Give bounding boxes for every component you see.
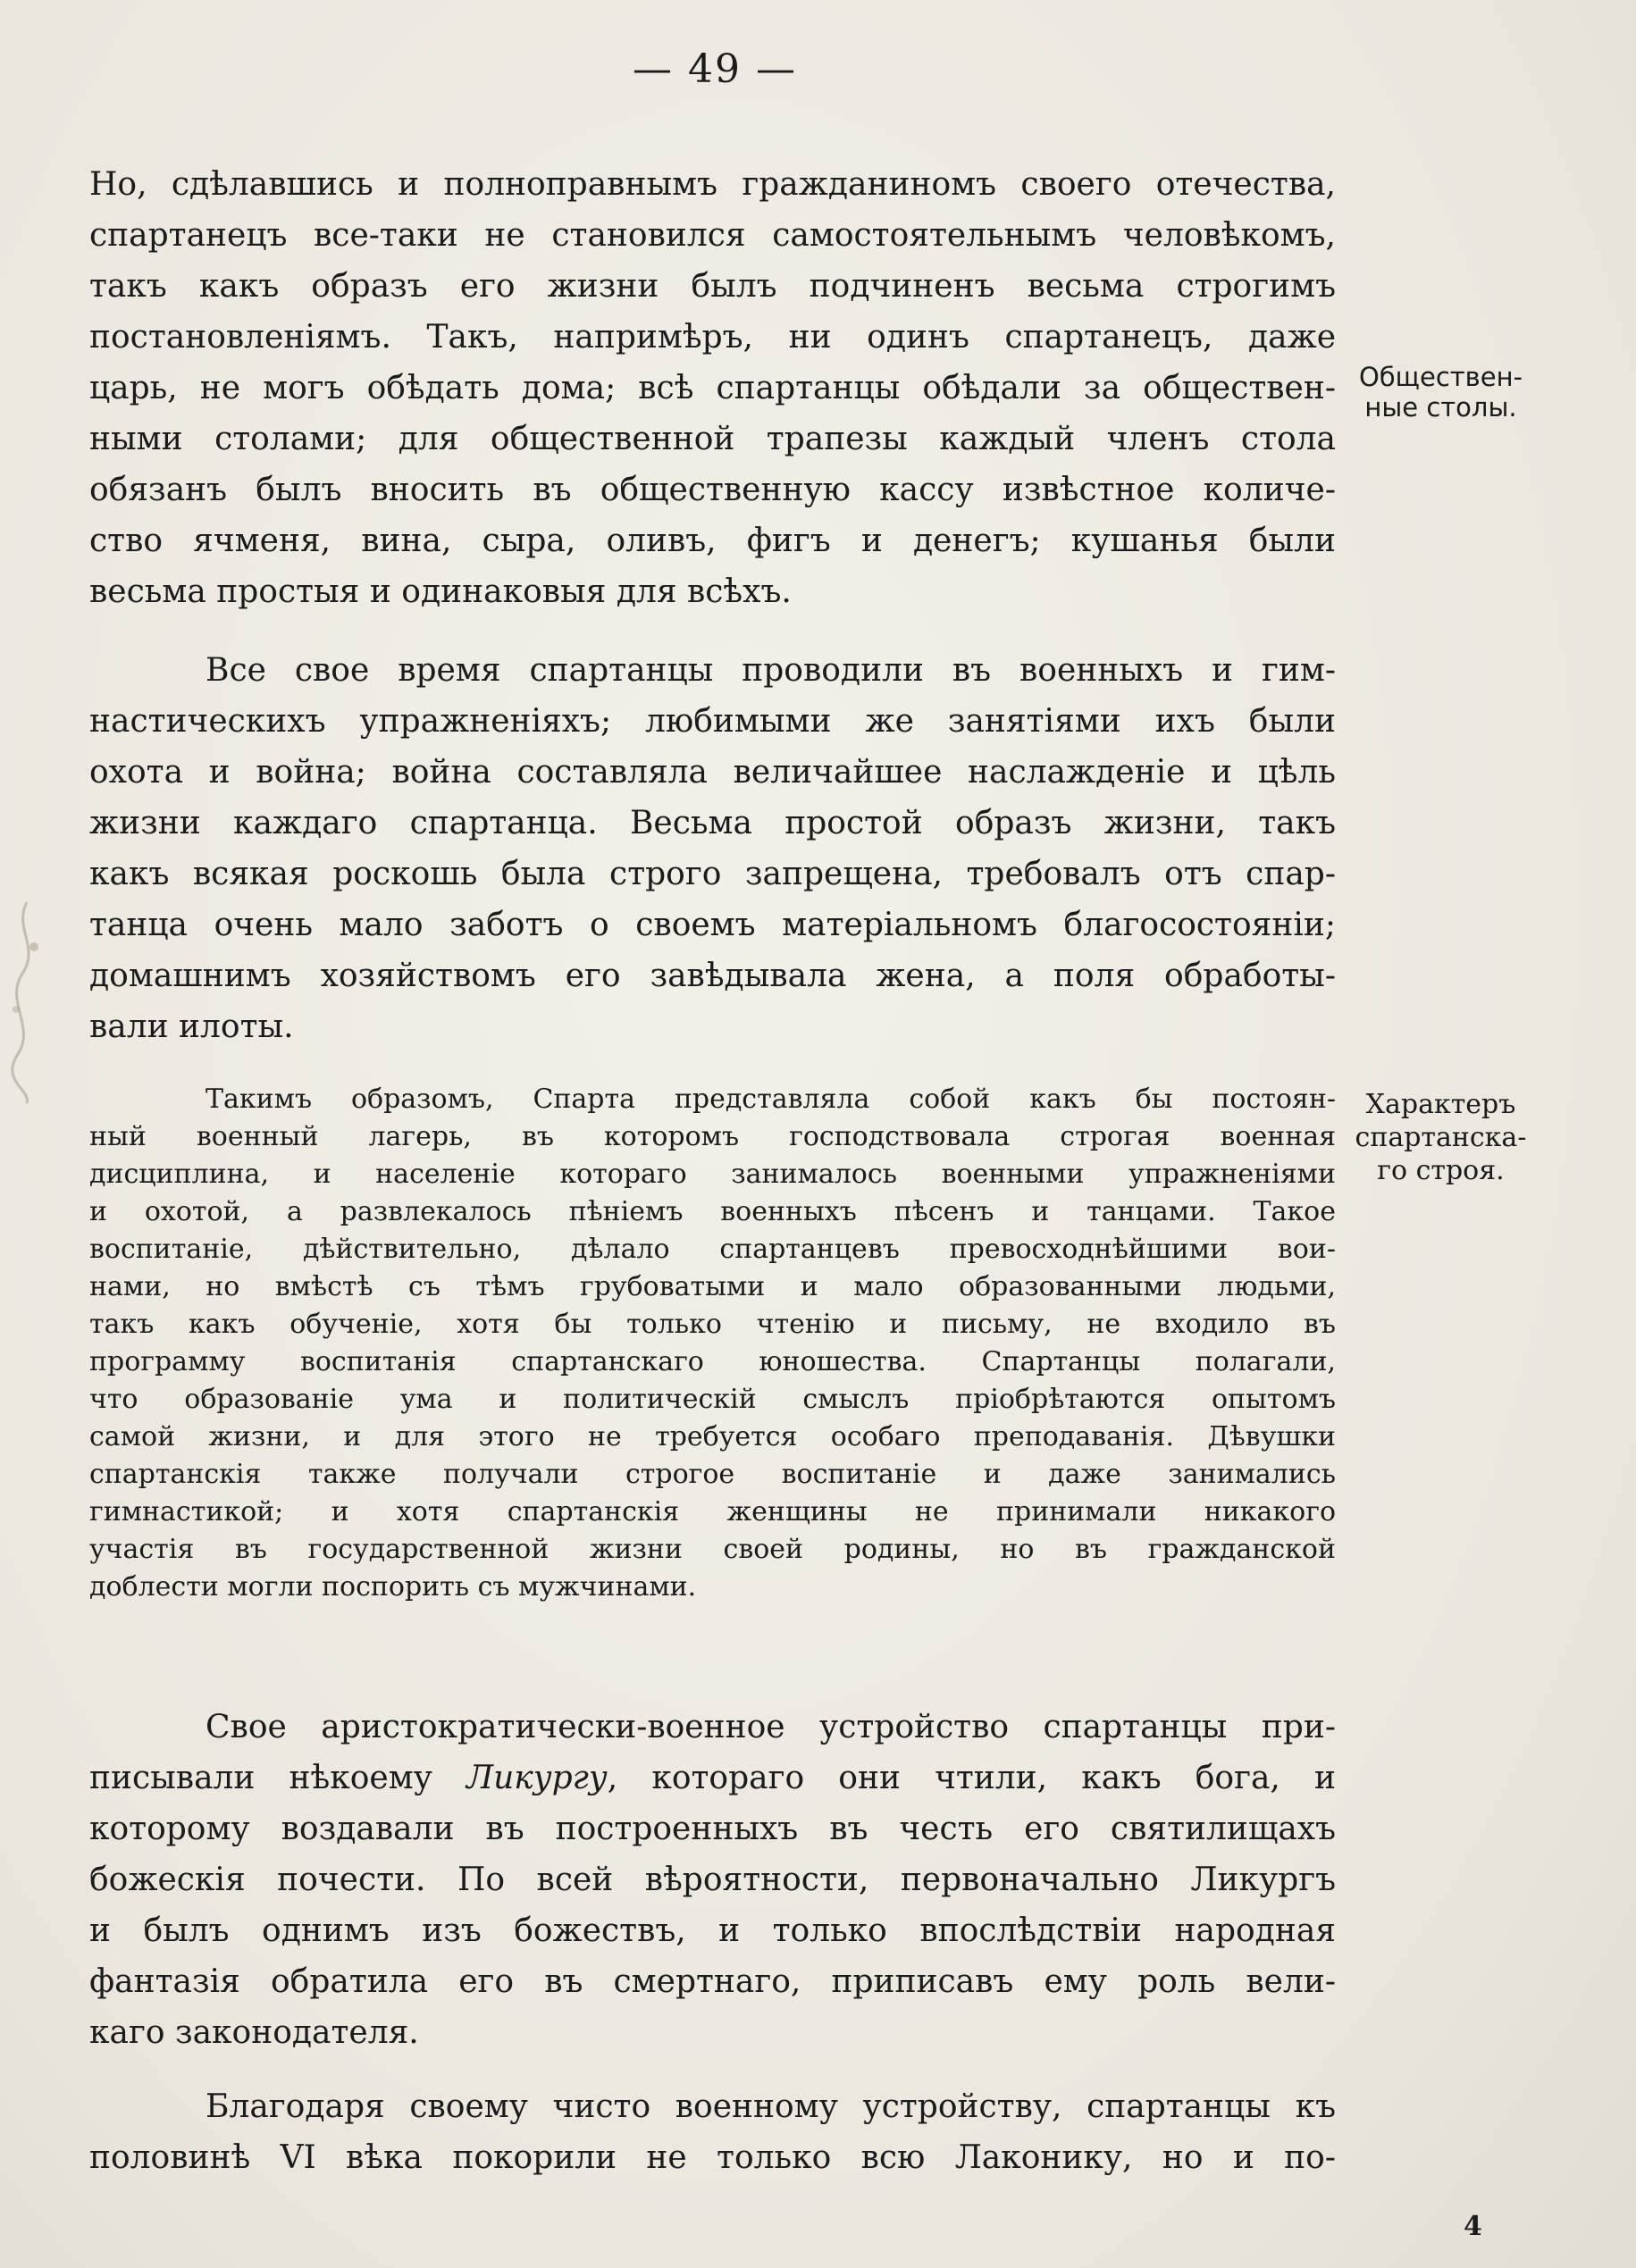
text-line: и охотой, а развлекалось пѣнiемъ военныхъ пѣсенъ и танцами. Такое: [89, 1196, 1336, 1227]
text-line: воспитанiе, дѣйствительно, дѣлало спартанцевъ превосходнѣйшими вои-: [89, 1234, 1336, 1265]
text-line-with-italic: [89, 1753, 1336, 1804]
text-line: Все свое время спартанцы проводили въ военныхъ и гим-: [206, 652, 1336, 689]
text-line: жизни каждаго спартанца. Весьма простой образъ жизни, такъ: [89, 805, 1336, 841]
text-line: нами, но вмѣстѣ съ тѣмъ грубоватыми и мало образованными людьми,: [89, 1271, 1336, 1302]
text-line: Благодаря своему чисто военному устройству, спартанцы къ: [206, 2088, 1336, 2125]
text-line: фантазiя обратила его въ смертнаго, приписавъ ему роль вели-: [89, 1963, 1336, 2000]
text-line: которому воздавали въ построенныхъ въ честь его святилищахъ: [89, 1811, 1336, 1847]
text-line: Такимъ образомъ, Спарта представляла собой какъ бы постоян-: [206, 1084, 1336, 1115]
text-line: самой жизни, и для этого не требуется особаго преподаванiя. Дѣвушки: [89, 1421, 1336, 1452]
text-line: спартанецъ все-таки не становился самостоятельнымъ человѣкомъ,: [89, 217, 1336, 254]
margin-note-public-tables: Обществен- ные столы.: [1358, 362, 1523, 423]
text-line: каго законодателя.: [89, 2014, 419, 2051]
text-line: Но, сдѣлавшись и полноправнымъ гражданиномъ своего отечества,: [89, 166, 1336, 203]
text-line: такъ какъ обученiе, хотя бы только чтенiю и письму, не входило въ: [89, 1309, 1336, 1340]
text-line: такъ какъ образъ его жизни былъ подчиненъ весьма строгимъ: [89, 268, 1336, 305]
text-line: танца очень мало заботъ о своемъ матерiальномъ благосостоянiи;: [89, 907, 1336, 943]
text-segment: писывали нѣкоему: [89, 1760, 467, 1796]
text-line: весьма простыя и одинаковыя для всѣхъ.: [89, 573, 792, 610]
text-line: постановленiямъ. Такъ, напримѣръ, ни одинъ спартанецъ, даже: [89, 319, 1336, 356]
text-line: Свое аристократически-военное устройство спартанцы при-: [206, 1709, 1336, 1745]
text-line: что образованiе ума и политическiй смыслъ прiобрѣтаются опытомъ: [89, 1384, 1336, 1415]
text-line: ными столами; для общественной трапезы каждый членъ стола: [89, 421, 1336, 457]
paragraph-2: [89, 645, 1336, 1052]
text-line: дисциплина, и населенiе котораго занималось военными упражненiями: [89, 1159, 1336, 1190]
paragraph-4: [89, 1702, 1336, 2058]
text-line: ный военный лагерь, въ которомъ господствовала строгая военная: [89, 1121, 1336, 1152]
text-line: вали илоты.: [89, 1008, 294, 1045]
text-line: настическихъ упражненiяхъ; любимыми же занятiями ихъ были: [89, 703, 1336, 740]
text-line: доблести могли поспорить съ мужчинами.: [89, 1571, 697, 1603]
paragraph-1: [89, 159, 1336, 617]
text-line: и былъ однимъ изъ божествъ, и только впослѣдствiи народная: [89, 1912, 1336, 1949]
text-line: гимнастикой; и хотя спартанскiя женщины не принимали никакого: [89, 1496, 1336, 1527]
text-line: программу воспитанiя спартанскаго юношества. Спартанцы полагали,: [89, 1346, 1336, 1377]
ink-stain-mark: [0, 893, 54, 1108]
text-line: царь, не могъ обѣдать дома; всѣ спартанцы обѣдали за обществен-: [89, 370, 1336, 406]
signature-mark: 4: [1464, 2211, 1482, 2242]
text-line: половинѣ VI вѣка покорили не только всю Лаконику, но и по-: [89, 2139, 1336, 2176]
text-line: ство ячменя, вина, сыра, оливъ, фигъ и денегъ; кушанья были: [89, 523, 1336, 559]
text-line: божескiя почести. По всей вѣроятности, первоначально Ликургъ: [89, 1862, 1336, 1898]
text-line: охота и война; война составляла величайшее наслажденiе и цѣль: [89, 754, 1336, 791]
italic-name-lycurgus: Ликургу: [466, 1760, 608, 1796]
text-segment: , котораго они чтили, какъ бога, и: [607, 1760, 1336, 1796]
paragraph-3-small-print: [89, 1081, 1336, 1606]
text-line: спартанскiя также получали строгое воспитанiе и даже занимались: [89, 1459, 1336, 1490]
paragraph-5: [89, 2081, 1336, 2183]
page-number: — 49 —: [633, 46, 797, 92]
text-line: участiя въ государственной жизни своей родины, но въ гражданской: [89, 1534, 1336, 1565]
text-line: обязанъ былъ вносить въ общественную кассу извѣстное количе-: [89, 472, 1336, 508]
margin-note-spartan-character: Характеръ спартанска- го строя.: [1355, 1089, 1527, 1186]
text-line: домашнимъ хозяйствомъ его завѣдывала жена, а поля обработы-: [89, 958, 1336, 994]
text-line: какъ всякая роскошь была строго запрещена, требовалъ отъ спар-: [89, 856, 1336, 892]
